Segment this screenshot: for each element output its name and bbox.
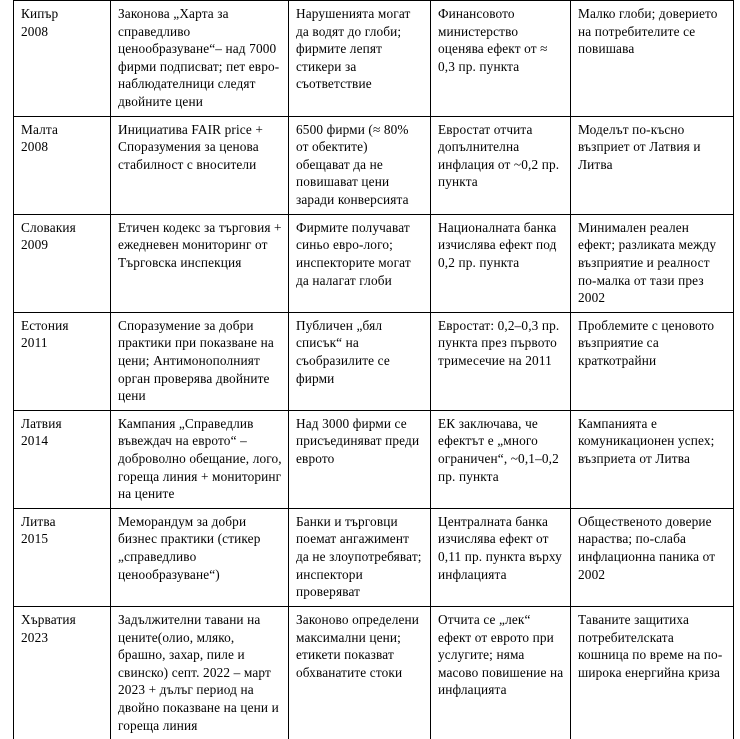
cell-measure: Етичен кодекс за търговия + ежедневен мониторинг от Търговска инспекция	[111, 214, 289, 312]
cell-measure: Кампания „Справедлив въвеждач на еврото“ – доброволно обещание, лого, гореща линия + мониторинг на цените	[111, 410, 289, 508]
year-label: 2023	[21, 629, 104, 647]
cell-outcome: Проблемите с ценовото възприятие са краткотрайни	[571, 312, 734, 410]
cell-measure: Законова „Харта за справедливо ценообразуване“– над 7000 фирми подписват; пет евро-наблюдателници следят двойните цени	[111, 1, 289, 117]
cell-measure: Меморандум за добри бизнес практики (стикер „справедливо ценообразуване“)	[111, 508, 289, 606]
cell-outcome: Кампанията е комуникационен успех; възприета от Литва	[571, 410, 734, 508]
table-row	[14, 606, 734, 739]
cell-enforcement: Над 3000 фирми се присъединяват преди еврото	[289, 410, 431, 508]
cell-effect: Централната банка изчислява ефект от 0,11 пр. пункта върху инфлацията	[431, 508, 571, 606]
cell-enforcement: Публичен „бял списък“ на съобразилите се фирми	[289, 312, 431, 410]
comparison-table	[13, 0, 734, 739]
cell-enforcement: Фирмите получават синьо евро-лого; инспекторите могат да налагат глоби	[289, 214, 431, 312]
cell-country-year	[14, 606, 111, 739]
table-row	[14, 508, 734, 606]
country-label: Кипър	[21, 5, 104, 23]
country-label: Хърватия	[21, 611, 104, 629]
year-label: 2014	[21, 432, 104, 450]
table-row	[14, 410, 734, 508]
cell-effect: Евростат отчита допълнителна инфлация от ~0,2 пр. пункта	[431, 116, 571, 214]
table-row	[14, 1, 734, 117]
country-label: Словакия	[21, 219, 104, 237]
country-label: Литва	[21, 513, 104, 531]
cell-effect: Финансовото министерство оценява ефект от ≈ 0,3 пр. пункта	[431, 1, 571, 117]
table-row	[14, 214, 734, 312]
cell-enforcement: 6500 фирми (≈ 80% от обектите) обещават да не повишават цени заради конверсията	[289, 116, 431, 214]
cell-effect: Отчита се „лек“ ефект от еврото при услугите; няма масово повишение на инфлацията	[431, 606, 571, 739]
country-label: Естония	[21, 317, 104, 335]
cell-outcome: Малко глоби; доверието на потребителите се повишава	[571, 1, 734, 117]
cell-enforcement: Законово определени максимални цени; етикети показват обхванатите стоки	[289, 606, 431, 739]
cell-effect: ЕК заключава, че ефектът е „много ограничен“, ~0,1–0,2 пр. пункта	[431, 410, 571, 508]
cell-country-year	[14, 410, 111, 508]
cell-enforcement: Банки и търговци поемат ангажимент да не злоупотребяват; инспектори проверяват	[289, 508, 431, 606]
cell-effect: Евростат: 0,2–0,3 пр. пункта през първото тримесечие на 2011	[431, 312, 571, 410]
cell-country-year	[14, 214, 111, 312]
table-row	[14, 312, 734, 410]
table-body	[14, 1, 734, 739]
cell-country-year	[14, 1, 111, 117]
cell-outcome: Общественото доверие нараства; по-слаба инфлационна паника от 2002	[571, 508, 734, 606]
cell-enforcement: Нарушенията могат да водят до глоби; фирмите лепят стикери за съответствие	[289, 1, 431, 117]
year-label: 2011	[21, 334, 104, 352]
cell-country-year	[14, 116, 111, 214]
cell-outcome: Таваните защитиха потребителската кошница по време на по-широка енергийна криза	[571, 606, 734, 739]
year-label: 2015	[21, 530, 104, 548]
cell-outcome: Минимален реален ефект; разликата между възприятие и реалност по-малка от тази през 2002	[571, 214, 734, 312]
year-label: 2009	[21, 236, 104, 254]
cell-country-year	[14, 508, 111, 606]
cell-country-year	[14, 312, 111, 410]
year-label: 2008	[21, 138, 104, 156]
table-row	[14, 116, 734, 214]
cell-effect: Националната банка изчислява ефект под 0,2 пр. пункта	[431, 214, 571, 312]
country-label: Латвия	[21, 415, 104, 433]
cell-outcome: Моделът по-късно възприет от Латвия и Литва	[571, 116, 734, 214]
cell-measure: Споразумение за добри практики при показване на цени; Антимонополният орган проверява двойните цени	[111, 312, 289, 410]
country-label: Малта	[21, 121, 104, 139]
cell-measure: Инициатива FAIR price + Споразумения за ценова стабилност с вносители	[111, 116, 289, 214]
year-label: 2008	[21, 23, 104, 41]
cell-measure: Задължителни тавани на цените(олио, мляко, брашно, захар, пиле и свинско) септ. 2022 – март 2023 + дълъг период на двойно показване на цени и гореща линия	[111, 606, 289, 739]
